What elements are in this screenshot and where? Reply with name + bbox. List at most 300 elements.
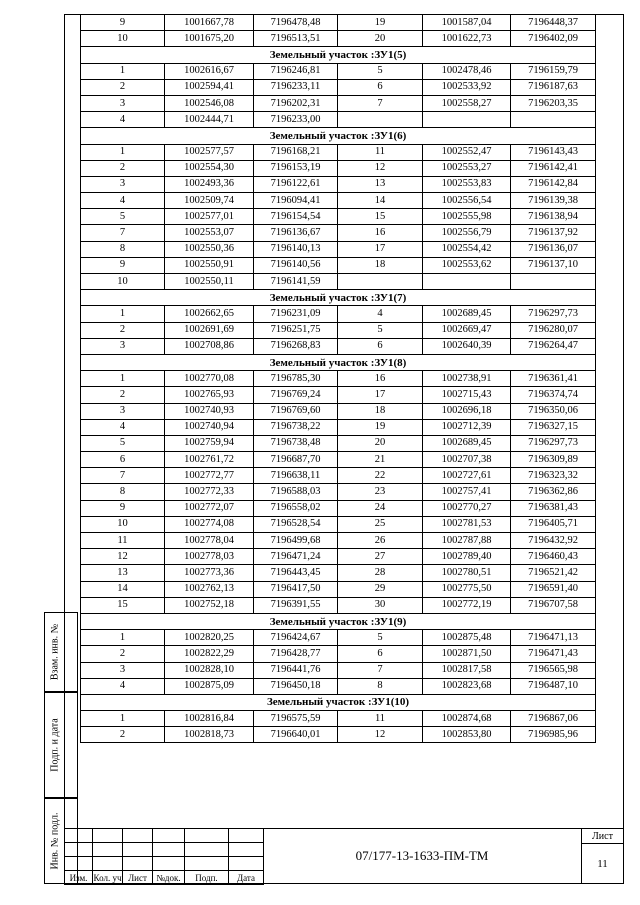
table-cell: 2 xyxy=(81,727,165,743)
table-cell: 7196558,02 xyxy=(254,500,338,516)
table-cell: 22 xyxy=(338,468,423,484)
table-cell: 1002773,36 xyxy=(165,565,254,581)
table-cell: 7196391,55 xyxy=(254,597,338,613)
table-cell: 1001622,73 xyxy=(423,31,511,47)
table-cell: 7196246,81 xyxy=(254,63,338,79)
table-cell: 7196202,31 xyxy=(254,95,338,111)
table-cell: 11 xyxy=(338,144,423,160)
table-cell: 10 xyxy=(81,31,165,47)
table-cell: 1002689,45 xyxy=(423,435,511,451)
table-cell: 1002757,41 xyxy=(423,484,511,500)
table-cell: 1002772,19 xyxy=(423,597,511,613)
table-cell: 7196231,09 xyxy=(254,306,338,322)
table-cell: 1002762,13 xyxy=(165,581,254,597)
table-cell: 10 xyxy=(81,274,165,290)
table-cell: 7196297,73 xyxy=(511,435,596,451)
table-cell: 7196867,06 xyxy=(511,711,596,727)
table-cell: 7196203,35 xyxy=(511,95,596,111)
table-cell: 1002640,39 xyxy=(423,338,511,354)
table-cell: 1002691,69 xyxy=(165,322,254,338)
table-cell: 7 xyxy=(338,95,423,111)
table-cell: 1002550,11 xyxy=(165,274,254,290)
table-cell: 7196280,07 xyxy=(511,322,596,338)
table-cell: 1 xyxy=(81,63,165,79)
table-cell: 7196769,60 xyxy=(254,403,338,419)
table-cell: 7196139,38 xyxy=(511,193,596,209)
table-row xyxy=(81,274,596,290)
table-cell: 7196738,48 xyxy=(254,435,338,451)
table-cell: 1002594,41 xyxy=(165,79,254,95)
table-cell: 15 xyxy=(81,597,165,613)
side-field-podp-value xyxy=(64,692,78,798)
table-cell: 1002761,72 xyxy=(165,452,254,468)
coordinates-table-wrap xyxy=(80,14,595,743)
side-label-inv: Инв. № подл. xyxy=(49,812,60,870)
table-cell: 7196153,19 xyxy=(254,160,338,176)
table-row xyxy=(81,63,596,79)
side-label-podp: Подп. и дата xyxy=(49,718,60,772)
table-cell: 1002772,77 xyxy=(165,468,254,484)
table-cell: 1002817,58 xyxy=(423,662,511,678)
table-cell: 7196159,79 xyxy=(511,63,596,79)
table-cell: 7196565,98 xyxy=(511,662,596,678)
table-cell: 5 xyxy=(338,630,423,646)
table-cell: 1002789,40 xyxy=(423,549,511,565)
table-row xyxy=(81,322,596,338)
table-cell: 7196142,41 xyxy=(511,160,596,176)
table-cell: 1002552,47 xyxy=(423,144,511,160)
table-cell: 1002554,30 xyxy=(165,160,254,176)
table-cell: 1002772,07 xyxy=(165,500,254,516)
table-cell: 7196428,77 xyxy=(254,646,338,662)
table-cell: 2 xyxy=(81,646,165,662)
table-cell: 7196251,75 xyxy=(254,322,338,338)
table-cell: 13 xyxy=(338,176,423,192)
table-cell: 7196381,43 xyxy=(511,500,596,516)
table-cell: 1 xyxy=(81,630,165,646)
table-cell: 7196142,84 xyxy=(511,176,596,192)
stamp-col-label: Подп. xyxy=(185,871,229,885)
section-header-row xyxy=(81,128,596,144)
table-cell: 1002558,27 xyxy=(423,95,511,111)
table-cell: 1002740,94 xyxy=(165,419,254,435)
table-cell: 1 xyxy=(81,144,165,160)
table-cell: 3 xyxy=(81,338,165,354)
table-row xyxy=(81,387,596,403)
table-row xyxy=(81,225,596,241)
section-title: Земельный участок :ЗУ1(8) xyxy=(81,354,596,370)
table-cell: 1002740,93 xyxy=(165,403,254,419)
table-row xyxy=(81,95,596,111)
stamp-col-label: Изм. xyxy=(65,871,93,885)
table-cell: 7196471,13 xyxy=(511,630,596,646)
table-cell xyxy=(338,112,423,128)
table-cell: 13 xyxy=(81,565,165,581)
table-cell: 2 xyxy=(81,160,165,176)
table-cell: 4 xyxy=(81,193,165,209)
table-cell: 4 xyxy=(338,306,423,322)
table-cell: 7196588,03 xyxy=(254,484,338,500)
table-cell: 7196143,43 xyxy=(511,144,596,160)
table-cell: 1002577,01 xyxy=(165,209,254,225)
section-title: Земельный участок :ЗУ1(7) xyxy=(81,290,596,306)
section-title: Земельный участок :ЗУ1(10) xyxy=(81,694,596,710)
table-cell: 7196785,30 xyxy=(254,371,338,387)
table-row xyxy=(81,597,596,613)
table-cell: 7196528,54 xyxy=(254,516,338,532)
table-cell: 1002662,65 xyxy=(165,306,254,322)
table-cell: 5 xyxy=(81,435,165,451)
table-cell: 1002493,36 xyxy=(165,176,254,192)
table-cell: 7196323,32 xyxy=(511,468,596,484)
document-number: 07/177-13-1633-ПМ-ТМ xyxy=(263,828,582,884)
table-cell: 1 xyxy=(81,306,165,322)
table-cell: 1002822,29 xyxy=(165,646,254,662)
table-cell: 7 xyxy=(81,468,165,484)
table-row xyxy=(81,630,596,646)
side-field-podp xyxy=(44,692,64,798)
table-cell: 1002853,80 xyxy=(423,727,511,743)
table-cell: 7196361,41 xyxy=(511,371,596,387)
table-cell: 7196521,42 xyxy=(511,565,596,581)
table-row xyxy=(81,435,596,451)
stamp-col-label: №док. xyxy=(153,871,185,885)
table-row xyxy=(81,500,596,516)
section-header-row xyxy=(81,290,596,306)
table-cell: 1002577,57 xyxy=(165,144,254,160)
table-cell: 7196154,54 xyxy=(254,209,338,225)
table-cell xyxy=(511,112,596,128)
table-cell: 3 xyxy=(81,176,165,192)
table-cell: 12 xyxy=(338,727,423,743)
table-cell: 7196268,83 xyxy=(254,338,338,354)
table-cell: 7196591,40 xyxy=(511,581,596,597)
table-cell: 1002553,62 xyxy=(423,257,511,273)
table-cell: 11 xyxy=(338,711,423,727)
table-cell: 7196443,45 xyxy=(254,565,338,581)
table-cell: 1002689,45 xyxy=(423,306,511,322)
section-header-row xyxy=(81,47,596,63)
table-row xyxy=(81,193,596,209)
table-row xyxy=(81,419,596,435)
table-cell: 7196402,09 xyxy=(511,31,596,47)
table-cell: 14 xyxy=(338,193,423,209)
table-cell xyxy=(511,274,596,290)
table-cell: 7196460,43 xyxy=(511,549,596,565)
table-cell: 18 xyxy=(338,257,423,273)
table-cell: 4 xyxy=(81,419,165,435)
table-row xyxy=(81,371,596,387)
table-cell: 12 xyxy=(81,549,165,565)
table-cell: 1002616,67 xyxy=(165,63,254,79)
table-cell: 1002715,43 xyxy=(423,387,511,403)
table-cell: 1002533,92 xyxy=(423,79,511,95)
table-row xyxy=(81,549,596,565)
table-cell: 23 xyxy=(338,484,423,500)
table-cell: 1002478,46 xyxy=(423,63,511,79)
table-cell: 1002818,73 xyxy=(165,727,254,743)
table-cell: 1002727,61 xyxy=(423,468,511,484)
table-cell: 29 xyxy=(338,581,423,597)
table-row xyxy=(81,209,596,225)
table-row xyxy=(81,533,596,549)
table-cell: 16 xyxy=(338,225,423,241)
table-cell: 7196575,59 xyxy=(254,711,338,727)
table-cell: 7196738,22 xyxy=(254,419,338,435)
stamp-col-label: Лист xyxy=(123,871,153,885)
stamp-col-label: Дата xyxy=(229,871,264,885)
table-cell: 1002555,98 xyxy=(423,209,511,225)
table-cell: 7196137,10 xyxy=(511,257,596,273)
table-row xyxy=(81,79,596,95)
table-cell xyxy=(338,274,423,290)
sheet-box xyxy=(582,828,624,884)
table-cell: 1002550,36 xyxy=(165,241,254,257)
section-header-row xyxy=(81,354,596,370)
table-cell: 5 xyxy=(338,63,423,79)
table-cell: 1002787,88 xyxy=(423,533,511,549)
table-cell xyxy=(423,112,511,128)
table-cell: 19 xyxy=(338,15,423,31)
table-cell: 7196432,92 xyxy=(511,533,596,549)
table-cell: 7196187,63 xyxy=(511,79,596,95)
table-row xyxy=(81,15,596,31)
table-cell: 1002875,48 xyxy=(423,630,511,646)
table-cell: 1002752,18 xyxy=(165,597,254,613)
table-cell: 1002550,91 xyxy=(165,257,254,273)
table-row xyxy=(81,662,596,678)
table-cell: 7196640,01 xyxy=(254,727,338,743)
table-cell: 7196362,86 xyxy=(511,484,596,500)
table-row xyxy=(81,241,596,257)
section-header-row xyxy=(81,613,596,629)
table-cell: 7196094,41 xyxy=(254,193,338,209)
table-cell: 7196350,06 xyxy=(511,403,596,419)
table-cell: 7196297,73 xyxy=(511,306,596,322)
table-cell: 1002778,03 xyxy=(165,549,254,565)
title-block-grid xyxy=(64,828,264,885)
sheet-label: Лист xyxy=(582,828,624,844)
table-cell: 1002780,51 xyxy=(423,565,511,581)
table-cell: 7196233,11 xyxy=(254,79,338,95)
section-title: Земельный участок :ЗУ1(6) xyxy=(81,128,596,144)
table-cell: 27 xyxy=(338,549,423,565)
table-row xyxy=(81,565,596,581)
table-cell: 1002553,27 xyxy=(423,160,511,176)
table-cell: 18 xyxy=(338,403,423,419)
table-cell: 7196405,71 xyxy=(511,516,596,532)
table-cell: 2 xyxy=(81,387,165,403)
section-title: Земельный участок :ЗУ1(9) xyxy=(81,613,596,629)
table-cell: 6 xyxy=(338,338,423,354)
table-cell xyxy=(423,274,511,290)
table-cell: 7196638,11 xyxy=(254,468,338,484)
table-cell: 1 xyxy=(81,711,165,727)
table-cell: 3 xyxy=(81,403,165,419)
table-cell: 7196471,43 xyxy=(511,646,596,662)
table-cell: 12 xyxy=(338,160,423,176)
table-cell: 4 xyxy=(81,112,165,128)
table-cell: 7196141,59 xyxy=(254,274,338,290)
table-cell: 28 xyxy=(338,565,423,581)
section-title: Земельный участок :ЗУ1(5) xyxy=(81,47,596,63)
table-row xyxy=(81,516,596,532)
table-cell: 26 xyxy=(338,533,423,549)
table-cell: 19 xyxy=(338,419,423,435)
table-cell: 1002820,25 xyxy=(165,630,254,646)
table-cell: 1002553,83 xyxy=(423,176,511,192)
table-cell: 4 xyxy=(81,678,165,694)
side-field-inv xyxy=(44,798,64,884)
table-cell: 17 xyxy=(338,241,423,257)
table-cell: 17 xyxy=(338,387,423,403)
table-cell: 20 xyxy=(338,31,423,47)
table-cell: 24 xyxy=(338,500,423,516)
table-cell: 3 xyxy=(81,95,165,111)
table-cell: 1002828,10 xyxy=(165,662,254,678)
table-cell: 7196233,00 xyxy=(254,112,338,128)
table-cell: 1002708,86 xyxy=(165,338,254,354)
table-cell: 1002874,68 xyxy=(423,711,511,727)
stamp-col-label: Кол. уч xyxy=(93,872,122,883)
table-cell: 11 xyxy=(81,533,165,549)
table-cell: 1002778,04 xyxy=(165,533,254,549)
table-cell: 1002553,07 xyxy=(165,225,254,241)
table-cell: 14 xyxy=(81,581,165,597)
table-cell: 6 xyxy=(338,79,423,95)
table-cell: 7196707,58 xyxy=(511,597,596,613)
coordinates-table xyxy=(80,14,596,743)
table-cell: 7196137,92 xyxy=(511,225,596,241)
table-cell: 7196140,56 xyxy=(254,257,338,273)
table-cell: 8 xyxy=(81,484,165,500)
table-cell: 7196264,47 xyxy=(511,338,596,354)
table-cell: 1 xyxy=(81,371,165,387)
table-cell: 5 xyxy=(81,209,165,225)
table-cell: 7196769,24 xyxy=(254,387,338,403)
table-cell: 1002556,54 xyxy=(423,193,511,209)
table-cell: 15 xyxy=(338,209,423,225)
table-cell: 7196499,68 xyxy=(254,533,338,549)
table-row xyxy=(81,452,596,468)
table-cell: 7196138,94 xyxy=(511,209,596,225)
side-label-vzam: Взам. инв. № xyxy=(49,623,60,681)
table-row xyxy=(81,176,596,192)
table-cell: 7196140,13 xyxy=(254,241,338,257)
table-cell: 8 xyxy=(81,241,165,257)
table-cell: 1002712,39 xyxy=(423,419,511,435)
table-cell: 1002775,50 xyxy=(423,581,511,597)
side-field-vzam-value xyxy=(64,612,78,692)
table-cell: 7196487,10 xyxy=(511,678,596,694)
table-cell: 6 xyxy=(338,646,423,662)
table-cell: 9 xyxy=(81,500,165,516)
table-row xyxy=(81,403,596,419)
table-cell: 7196136,67 xyxy=(254,225,338,241)
table-cell: 21 xyxy=(338,452,423,468)
table-cell: 9 xyxy=(81,15,165,31)
table-row xyxy=(81,678,596,694)
table-cell: 7 xyxy=(338,662,423,678)
table-row xyxy=(81,306,596,322)
table-cell: 2 xyxy=(81,322,165,338)
table-row xyxy=(81,257,596,273)
table-cell: 7196309,89 xyxy=(511,452,596,468)
table-cell: 1002554,42 xyxy=(423,241,511,257)
table-row xyxy=(81,144,596,160)
table-cell: 5 xyxy=(338,322,423,338)
table-cell: 9 xyxy=(81,257,165,273)
table-cell: 7196374,74 xyxy=(511,387,596,403)
table-row xyxy=(81,338,596,354)
table-cell: 7196168,21 xyxy=(254,144,338,160)
side-field-vzam xyxy=(44,612,64,692)
table-row xyxy=(81,711,596,727)
table-cell: 1002556,79 xyxy=(423,225,511,241)
table-cell: 1002759,94 xyxy=(165,435,254,451)
table-cell: 1001587,04 xyxy=(423,15,511,31)
table-cell: 7196448,37 xyxy=(511,15,596,31)
table-row xyxy=(81,646,596,662)
table-cell: 7196417,50 xyxy=(254,581,338,597)
table-cell: 1002823,68 xyxy=(423,678,511,694)
section-header-row xyxy=(81,694,596,710)
title-block xyxy=(64,828,624,884)
table-cell: 7196471,24 xyxy=(254,549,338,565)
table-cell: 7196450,18 xyxy=(254,678,338,694)
table-row xyxy=(81,581,596,597)
table-cell: 7196478,48 xyxy=(254,15,338,31)
table-cell: 1002770,08 xyxy=(165,371,254,387)
table-cell: 1002772,33 xyxy=(165,484,254,500)
table-cell: 1002770,27 xyxy=(423,500,511,516)
sheet-number: 11 xyxy=(582,844,624,884)
table-cell: 7196687,70 xyxy=(254,452,338,468)
table-row xyxy=(81,160,596,176)
table-cell: 1002738,91 xyxy=(423,371,511,387)
table-cell: 1002509,74 xyxy=(165,193,254,209)
table-cell: 1002765,93 xyxy=(165,387,254,403)
table-cell: 1001667,78 xyxy=(165,15,254,31)
table-cell: 1002774,08 xyxy=(165,516,254,532)
table-cell: 1002781,53 xyxy=(423,516,511,532)
table-row xyxy=(81,31,596,47)
table-row xyxy=(81,468,596,484)
table-row xyxy=(81,727,596,743)
table-cell: 1002546,08 xyxy=(165,95,254,111)
table-cell: 1002875,09 xyxy=(165,678,254,694)
table-cell: 1001675,20 xyxy=(165,31,254,47)
table-row xyxy=(81,484,596,500)
table-cell: 7196136,07 xyxy=(511,241,596,257)
table-cell: 7196985,96 xyxy=(511,727,596,743)
table-cell: 1002444,71 xyxy=(165,112,254,128)
table-cell: 1002871,50 xyxy=(423,646,511,662)
table-cell: 1002696,18 xyxy=(423,403,511,419)
table-cell: 10 xyxy=(81,516,165,532)
table-cell: 1002669,47 xyxy=(423,322,511,338)
table-cell: 30 xyxy=(338,597,423,613)
table-cell: 7196513,51 xyxy=(254,31,338,47)
table-cell: 8 xyxy=(338,678,423,694)
table-cell: 7196327,15 xyxy=(511,419,596,435)
table-cell: 20 xyxy=(338,435,423,451)
table-cell: 7196441,76 xyxy=(254,662,338,678)
table-cell: 6 xyxy=(81,452,165,468)
table-cell: 16 xyxy=(338,371,423,387)
table-cell: 2 xyxy=(81,79,165,95)
table-cell: 7196424,67 xyxy=(254,630,338,646)
